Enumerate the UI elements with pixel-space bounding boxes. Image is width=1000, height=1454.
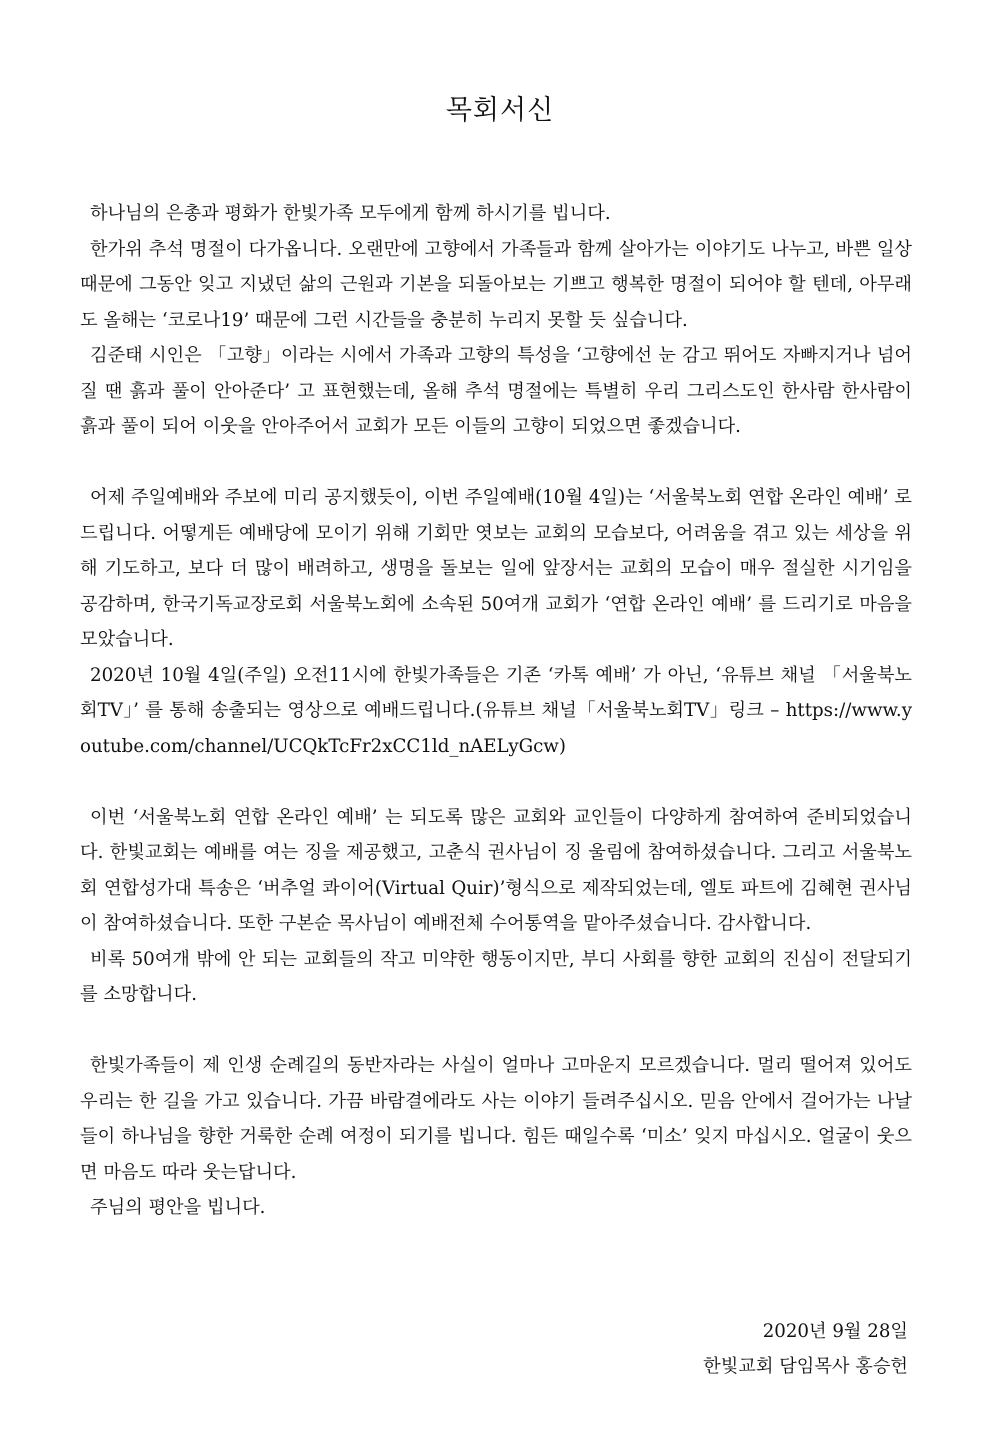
paragraph-blessing: 주님의 평안을 빕니다.	[90, 1197, 266, 1218]
paragraph-poem: 김준태 시인은 「고향」이라는 시에서 가족과 고향의 특성을 ‘고향에선 눈 감고 뛰어도 자빠지거나 넘어질 땐 흙과 풀이 안아준다’ 고 표현했는데, 올해 추석 명절에는 특별히 우리 그리스도인 한사람 한사람이 흙과 풀이 되어 이웃을 안아주어서 교회가 모든 이들의 고향이 되었으면 좋겠습니다.	[80, 345, 912, 437]
letter-body	[80, 196, 912, 1226]
paragraph-participation: 이번 ‘서울북노회 연합 온라인 예배’ 는 되도록 많은 교회와 교인들이 다양하게 참여하여 준비되었습니다. 한빛교회는 예배를 여는 징을 제공했고, 고춘식 권사님이 징 울림에 참여하셨습니다. 그리고 서울북노회 연합성가대 특송은 ‘버추얼 콰이어(Virtual Quir)’형식으로 제작되었는데, 엘토 파트에 김혜현 권사님이 참여하셨습니다. 또한 구본순 목사님이 예배전체 수어통역을 맡아주셨습니다. 감사합니다.	[80, 806, 912, 934]
paragraph-gap	[80, 764, 912, 800]
signature-author: 한빛교회 담임목사 홍승헌	[703, 1356, 908, 1377]
signature-block	[703, 1314, 908, 1384]
paragraph-pilgrimage: 한빛가족들이 제 인생 순례길의 동반자라는 사실이 얼마나 고마운지 모르겠습니다. 멀리 떨어져 있어도 우리는 한 길을 가고 있습니다. 가끔 바람결에라도 사는 이야기 들려주십시오. 믿음 안에서 걸어가는 나날들이 하나님을 향한 거룩한 순례 여정이 되기를 빕니다. 힘든 때일수록 ‘미소’ 잊지 마십시오. 얼굴이 웃으면 마음도 따라 웃는답니다.	[80, 1055, 912, 1183]
paragraph-hope: 비록 50여개 밖에 안 되는 교회들의 작고 미약한 행동이지만, 부디 사회를 향한 교회의 진심이 전달되기를 소망합니다.	[80, 948, 912, 1005]
signature-date: 2020년 9월 28일	[762, 1321, 908, 1342]
paragraph-gap	[80, 445, 912, 481]
paragraph-youtube-link: 2020년 10월 4일(주일) 오전11시에 한빛가족들은 기존 ‘카톡 예배’ 가 아닌, ‘유튜브 채널 「서울북노회TV」’ 를 통해 송출되는 영상으로 예배드립니다.(유튜브 채널「서울북노회TV」링크 – https://www.youtube.com/channel/UCQkTcFr2xCC1ld_nAELyGcw)	[80, 664, 912, 757]
paragraph-greeting: 하나님의 은총과 평화가 한빛가족 모두에게 함께 하시기를 빕니다.	[90, 203, 611, 224]
paragraph-gap	[80, 1013, 912, 1049]
paragraph-online-worship: 어제 주일예배와 주보에 미리 공지했듯이, 이번 주일예배(10월 4일)는 ‘서울북노회 연합 온라인 예배’ 로 드립니다. 어떻게든 예배당에 모이기 위해 기회만 엿보는 교회의 모습보다, 어려움을 겪고 있는 세상을 위해 기도하고, 보다 더 많이 배려하고, 생명을 돌보는 일에 앞장서는 교회의 모습이 매우 절실한 시기임을 공감하며, 한국기독교장로회 서울북노회에 소속된 50여개 교회가 ‘연합 온라인 예배’ 를 드리기로 마음을 모았습니다.	[80, 487, 912, 650]
letter-title: 목회서신	[445, 95, 555, 126]
paragraph-chuseok: 한가위 추석 명절이 다가옵니다. 오랜만에 고향에서 가족들과 함께 살아가는 이야기도 나누고, 바쁜 일상 때문에 그동안 잊고 지냈던 삶의 근원과 기본을 되돌아보는 기쁘고 행복한 명절이 되어야 할 텐데, 아무래도 올해는 ‘코로나19’ 때문에 그런 시간들을 충분히 누리지 못할 듯 싶습니다.	[80, 238, 912, 331]
